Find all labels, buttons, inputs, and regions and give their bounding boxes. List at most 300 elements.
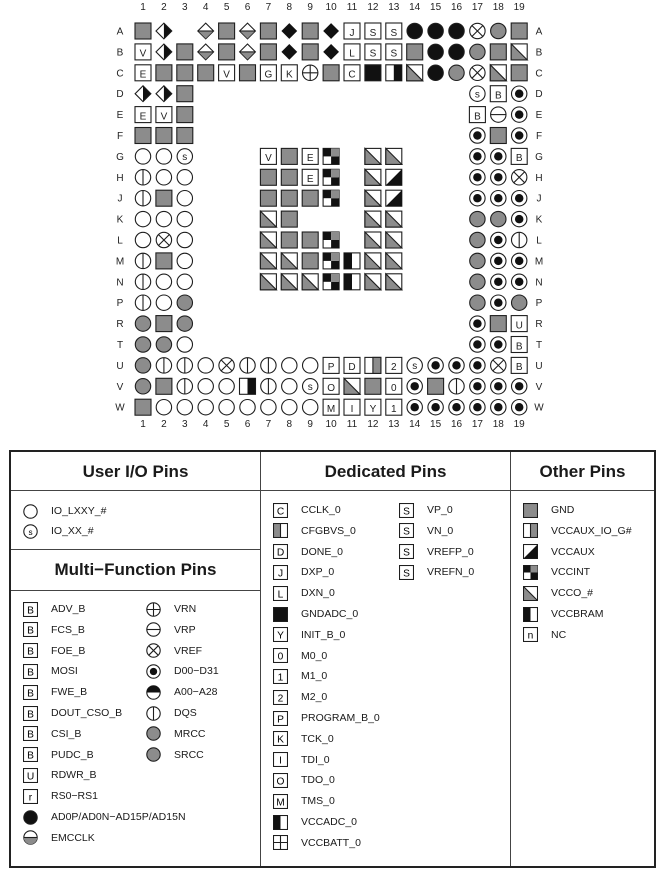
pin-gnd-H8: [281, 169, 297, 185]
column-label-bottom: 14: [409, 419, 421, 430]
pin-gnd-A7: [260, 23, 276, 39]
pin-data-G18: [491, 149, 506, 164]
pin-vcco-L7: [260, 232, 276, 248]
clock-capable-icon: [146, 747, 161, 762]
row-label-right: G: [535, 151, 543, 163]
row-label-right: C: [535, 68, 543, 80]
legend-item: [273, 835, 361, 851]
column-label-bottom: 15: [430, 419, 442, 430]
row-label-left: U: [116, 360, 124, 372]
pin-analog-B16: [449, 44, 464, 59]
legend-label: TDO_0: [301, 774, 335, 787]
row-label-right: U: [535, 360, 543, 372]
column-label-top: 19: [513, 2, 525, 13]
row-label-left: H: [116, 172, 124, 184]
pin-boxed-U19: [511, 357, 527, 373]
pin-boxed-C1: [135, 65, 151, 81]
pin-boxed-W13: [386, 399, 402, 415]
boxed-icon: [23, 643, 38, 658]
pin-vccint-L10: [323, 232, 339, 248]
column-label-bottom: 19: [513, 419, 525, 430]
legend-item: [23, 503, 106, 519]
boxed-icon: [273, 669, 288, 684]
pin-data-F19: [512, 128, 527, 143]
pin-analog-C15: [428, 65, 443, 80]
legend-label: RS0−RS1: [51, 790, 98, 803]
pin-clock-capable-C16: [449, 65, 464, 80]
column-label-bottom: 16: [450, 419, 463, 430]
pin-analog-A16: [449, 23, 464, 38]
legend-label: VRN: [174, 603, 197, 615]
pin-vcco-M7: [260, 253, 276, 269]
legend-label: ADV_B: [51, 603, 86, 615]
legend-label: DXP_0: [301, 566, 335, 579]
pin-analog-A14: [407, 23, 422, 38]
svg-text:s: s: [412, 361, 418, 373]
io-xx-icon: [23, 524, 38, 539]
pin-data-T18: [491, 337, 506, 352]
row-label-right: E: [535, 110, 543, 122]
pin-io-xx-D17: [470, 86, 485, 101]
legend-item: [23, 684, 87, 700]
pin-gnd-J8: [281, 190, 297, 206]
svg-text:B: B: [515, 341, 523, 353]
emcclk-icon: [23, 830, 38, 845]
pin-boxed-E2: [156, 107, 172, 123]
pin-dqs-L19: [512, 232, 527, 247]
svg-text:E: E: [306, 174, 314, 186]
legend-label: VCCAUX_IO_G#: [551, 524, 632, 537]
legend-item: [523, 585, 593, 601]
column-label-top: 14: [409, 2, 421, 13]
pin-io-G2: [156, 149, 171, 164]
pin-vcco-N12: [365, 274, 381, 290]
boxed-icon: [273, 627, 288, 642]
pin-vccaux-J13: [386, 190, 402, 206]
svg-text:U: U: [26, 771, 35, 783]
pin-data-W18: [491, 400, 506, 415]
pin-io-W7: [261, 400, 276, 415]
svg-text:O: O: [276, 776, 285, 788]
pin-pin-B2: [156, 44, 172, 60]
svg-text:I: I: [279, 755, 282, 767]
legend-item: [399, 544, 474, 560]
pin-pin-A8: [281, 23, 297, 39]
legend-label: INIT_B_0: [301, 628, 346, 641]
row-label-left: T: [116, 340, 124, 351]
pin-data-G17: [470, 149, 485, 164]
pin-io-xx-G3: [177, 149, 192, 164]
pin-data-W15: [428, 400, 443, 415]
svg-text:1: 1: [277, 672, 284, 684]
svg-text:K: K: [277, 734, 284, 746]
pin-io-N2: [156, 274, 171, 289]
legend-item: [23, 830, 95, 846]
column-label-bottom: 2: [161, 419, 167, 430]
pin-gnd-G8: [281, 148, 297, 164]
row-label-left: E: [116, 110, 124, 122]
legend-item: [23, 663, 78, 679]
svg-text:C: C: [348, 69, 356, 81]
svg-text:V: V: [265, 153, 272, 165]
legend-label: IO_XX_#: [51, 525, 94, 537]
pin-boxed-C5: [219, 65, 235, 81]
svg-text:Y: Y: [369, 403, 377, 415]
legend-item: [23, 747, 94, 763]
row-label-right: K: [535, 214, 543, 226]
legend-item: [399, 523, 453, 539]
legend-label: RDWR_B: [51, 769, 97, 782]
pin-vcco-N7: [260, 274, 276, 290]
pin-vccaux-split-C13: [386, 65, 402, 81]
pin-pin-B4: [198, 44, 214, 60]
pin-boxed-A13: [386, 23, 402, 39]
pin-data-U15: [428, 358, 443, 373]
row-label-left: D: [116, 89, 124, 101]
vccbram-icon: [523, 607, 538, 622]
svg-text:s: s: [307, 382, 313, 394]
user-io-title: User I/O Pins: [11, 452, 260, 491]
pin-clock-capable-P19: [512, 295, 527, 310]
row-label-left: K: [116, 214, 124, 226]
legend-label: VCCAUX: [551, 545, 595, 558]
boxed-icon: [399, 503, 414, 518]
column-label-top: 16: [450, 2, 463, 13]
svg-text:V: V: [139, 48, 147, 60]
legend-label: CCLK_0: [301, 504, 341, 516]
svg-text:V: V: [223, 69, 230, 81]
column-label-top: 7: [265, 2, 272, 13]
pin-pin-D1: [135, 86, 151, 102]
pin-boxed-V10: [323, 378, 339, 394]
legend-label: TMS_0: [301, 795, 335, 808]
column-label-top: 12: [367, 2, 379, 13]
pin-io-U4: [198, 358, 213, 373]
svg-text:M: M: [326, 403, 336, 415]
svg-text:s: s: [474, 89, 480, 101]
boxed-icon: [523, 627, 538, 642]
cfgbvs-icon: [273, 523, 288, 538]
pin-clock-capable-T2: [156, 337, 171, 352]
legend-item: [23, 601, 85, 617]
pin-legend: [9, 450, 656, 868]
vccaux-icon: [523, 544, 538, 559]
pin-io-W3: [177, 400, 192, 415]
legend-col-dedicated: [260, 452, 510, 866]
pin-clock-capable-U1: [135, 358, 150, 373]
svg-text:2: 2: [391, 362, 397, 374]
pin-data-N19: [512, 274, 527, 289]
row-label-right: P: [535, 298, 543, 310]
svg-text:B: B: [27, 729, 34, 741]
pin-vrp-E18: [491, 107, 506, 122]
legend-label: PUDC_B: [51, 748, 94, 761]
legend-item: [146, 684, 218, 700]
vref-icon: [146, 643, 161, 658]
pin-data-L18: [491, 232, 506, 247]
pin-vref-L2: [156, 232, 171, 247]
svg-text:1: 1: [391, 403, 397, 415]
legend-item: [23, 643, 85, 659]
pin-boxed-C8: [281, 65, 297, 81]
pin-vcco-M12: [365, 253, 381, 269]
vccint-icon: [523, 565, 538, 580]
legend-label: VP_0: [427, 504, 453, 516]
pin-clock-capable-L17: [470, 232, 485, 247]
legend-label: VCCINT: [551, 566, 591, 579]
boxed-icon: [23, 789, 38, 804]
row-label-right: F: [535, 131, 543, 142]
pin-io-P2: [156, 295, 171, 310]
pin-boxed-A12: [365, 23, 381, 39]
column-label-top: 10: [325, 2, 337, 13]
pin-analog-B15: [428, 44, 443, 59]
legend-label: A00−A28: [174, 686, 218, 699]
row-label-left: C: [116, 68, 124, 80]
pin-vcco-K13: [386, 211, 402, 227]
pin-pin-B8: [281, 44, 297, 60]
pin-io-W4: [198, 400, 213, 415]
svg-text:K: K: [285, 69, 293, 81]
svg-text:L: L: [277, 589, 284, 601]
svg-text:B: B: [27, 688, 34, 700]
pin-gnd-B3: [177, 44, 193, 60]
pin-gnd-D3: [177, 86, 193, 102]
boxed-icon: [273, 773, 288, 788]
svg-text:C: C: [276, 506, 285, 518]
pin-vcco-K12: [365, 211, 381, 227]
boxed-icon: [23, 622, 38, 637]
pin-gnd-C19: [511, 65, 527, 81]
pin-boxed-W10: [323, 399, 339, 415]
legend-label: VCCBATT_0: [301, 836, 361, 849]
pin-vccint-J10: [323, 190, 339, 206]
pin-io-K3: [177, 211, 192, 226]
row-label-right: W: [534, 402, 544, 414]
dqs-icon: [146, 706, 161, 721]
boxed-icon: [273, 731, 288, 746]
pin-clock-capable-P17: [470, 295, 485, 310]
column-label-bottom: 7: [265, 419, 272, 430]
svg-text:S: S: [403, 526, 410, 538]
svg-text:P: P: [277, 714, 284, 726]
svg-text:V: V: [160, 111, 168, 123]
row-label-left: L: [117, 235, 123, 247]
legend-item: [523, 606, 604, 622]
pin-data-V18: [491, 379, 506, 394]
pin-io-W9: [303, 400, 318, 415]
legend-item: [146, 726, 206, 742]
pin-data-N18: [491, 274, 506, 289]
pin-vccaux-H13: [386, 169, 402, 185]
legend-item: [523, 523, 632, 539]
legend-item: [23, 767, 97, 783]
pin-io-W2: [156, 400, 171, 415]
legend-label: VRP: [174, 623, 196, 636]
pin-dqs-V3: [177, 379, 192, 394]
pin-gnd-L9: [302, 232, 318, 248]
pin-dqs-M1: [135, 253, 150, 268]
svg-text:s: s: [28, 527, 33, 537]
pin-dqs-V7: [261, 379, 276, 394]
pin-data-W16: [449, 400, 464, 415]
pin-gnd-B5: [219, 44, 235, 60]
pin-clock-capable-P3: [177, 295, 192, 310]
legend-item: [273, 814, 357, 830]
pin-vref-A17: [470, 23, 485, 38]
pin-gnd-J7: [260, 190, 276, 206]
pin-data-W19: [512, 400, 527, 415]
pin-boxed-E17: [469, 107, 485, 123]
column-label-bottom: 9: [307, 419, 313, 430]
pin-gnd-V15: [428, 378, 444, 394]
pin-gnd-A19: [511, 23, 527, 39]
pin-pin-A2: [156, 23, 172, 39]
legend-label: FCS_B: [51, 623, 85, 636]
svg-text:B: B: [27, 667, 34, 679]
svg-text:Y: Y: [277, 630, 284, 642]
boxed-icon: [273, 503, 288, 518]
pin-boxed-T19: [511, 337, 527, 353]
legend-label: EMCCLK: [51, 831, 95, 844]
column-label-bottom: 5: [223, 419, 230, 430]
pin-gnd-C3: [177, 65, 193, 81]
pin-boxed-C7: [260, 65, 276, 81]
pin-clock-capable-R1: [135, 316, 150, 331]
pin-pin-B10: [323, 44, 339, 60]
pin-gnd-R2: [156, 316, 172, 332]
vrn-icon: [146, 602, 161, 617]
column-label-top: 9: [307, 2, 313, 13]
pin-gnd-F3: [177, 128, 193, 144]
column-label-top: 6: [244, 2, 251, 13]
row-label-left: A: [116, 26, 124, 38]
pin-data-V14: [407, 379, 422, 394]
legend-label: TDI_0: [301, 753, 330, 766]
pin-gnd-H7: [260, 169, 276, 185]
pin-boxed-B12: [365, 44, 381, 60]
pin-vcco-G13: [386, 148, 402, 164]
row-label-left: B: [116, 47, 124, 59]
legend-label: VCCBRAM: [551, 608, 604, 620]
pin-io-W6: [240, 400, 255, 415]
pin-data-H17: [470, 170, 485, 185]
pin-vref-H19: [512, 170, 527, 185]
pin-io-H3: [177, 170, 192, 185]
legend-label: VCCO_#: [551, 587, 594, 600]
row-label-right: N: [535, 277, 543, 289]
pin-gnd-M2: [156, 253, 172, 269]
io-icon: [23, 504, 38, 519]
legend-item: [146, 601, 196, 617]
pin-data-D19: [512, 86, 527, 101]
column-label-top: 4: [202, 2, 209, 13]
svg-text:S: S: [403, 547, 410, 559]
svg-text:S: S: [369, 48, 377, 60]
pin-io-N3: [177, 274, 192, 289]
legend-item: [523, 502, 574, 518]
pin-boxed-B13: [386, 44, 402, 60]
svg-text:G: G: [264, 69, 273, 81]
pin-io-K1: [135, 211, 150, 226]
pin-io-M3: [177, 253, 192, 268]
svg-text:D: D: [348, 362, 356, 374]
boxed-icon: [23, 685, 38, 700]
boxed-icon: [273, 544, 288, 559]
pin-gnd-C10: [323, 65, 339, 81]
boxed-icon: [23, 602, 38, 617]
pin-dqs-U7: [261, 358, 276, 373]
pin-dqs-P1: [135, 295, 150, 310]
legend-item: [273, 689, 327, 705]
pin-boxed-A11: [344, 23, 360, 39]
svg-text:E: E: [139, 111, 147, 123]
svg-text:E: E: [139, 69, 147, 81]
boxed-icon: [273, 711, 288, 726]
pin-io-V5: [219, 379, 234, 394]
svg-text:B: B: [474, 111, 481, 123]
pin-clock-capable-K18: [491, 211, 506, 226]
pin-gnd-A5: [219, 23, 235, 39]
pin-vccbram-M11: [344, 253, 360, 269]
pin-io-V8: [282, 379, 297, 394]
pin-data-M18: [491, 253, 506, 268]
pin-data-V19: [512, 379, 527, 394]
boxed-icon: [273, 794, 288, 809]
pin-gnd-M9: [302, 253, 318, 269]
pin-vcco-C14: [407, 65, 423, 81]
legend-label: VCCADC_0: [301, 816, 358, 828]
legend-item: [273, 772, 335, 788]
legend-label: VN_0: [427, 524, 454, 537]
pin-gnd-B9: [302, 44, 318, 60]
pin-data-K19: [512, 211, 527, 226]
legend-item: [273, 668, 327, 684]
pin-vref-C17: [470, 65, 485, 80]
pin-io-xx-U14: [407, 358, 422, 373]
pin-io-T3: [177, 337, 192, 352]
pin-io-V4: [198, 379, 213, 394]
pin-io-xx-V9: [303, 379, 318, 394]
svg-text:S: S: [403, 506, 410, 518]
boxed-icon: [273, 690, 288, 705]
legend-item: [146, 747, 204, 763]
legend-label: VREF: [174, 644, 203, 657]
svg-text:n: n: [527, 630, 534, 642]
pin-vcco-J12: [365, 190, 381, 206]
row-label-right: M: [534, 256, 544, 268]
legend-item: [273, 710, 380, 726]
pin-data-H18: [491, 170, 506, 185]
pin-boxed-R19: [511, 316, 527, 332]
svg-text:B: B: [515, 362, 523, 374]
legend-item: [23, 705, 122, 721]
pin-boxed-G19: [511, 148, 527, 164]
pin-boxed-V13: [386, 378, 402, 394]
legend-item: [273, 648, 327, 664]
legend-item: [399, 564, 474, 580]
legend-item: [273, 502, 341, 518]
pin-vcco-N8: [281, 274, 297, 290]
svg-text:D: D: [276, 547, 285, 559]
svg-text:B: B: [27, 750, 34, 762]
svg-text:P: P: [327, 362, 335, 374]
pin-dqs-U3: [177, 358, 192, 373]
row-label-left: J: [117, 193, 123, 205]
pin-boxed-G9: [302, 148, 318, 164]
legend-item: [23, 622, 85, 638]
pin-vcco-L13: [386, 232, 402, 248]
